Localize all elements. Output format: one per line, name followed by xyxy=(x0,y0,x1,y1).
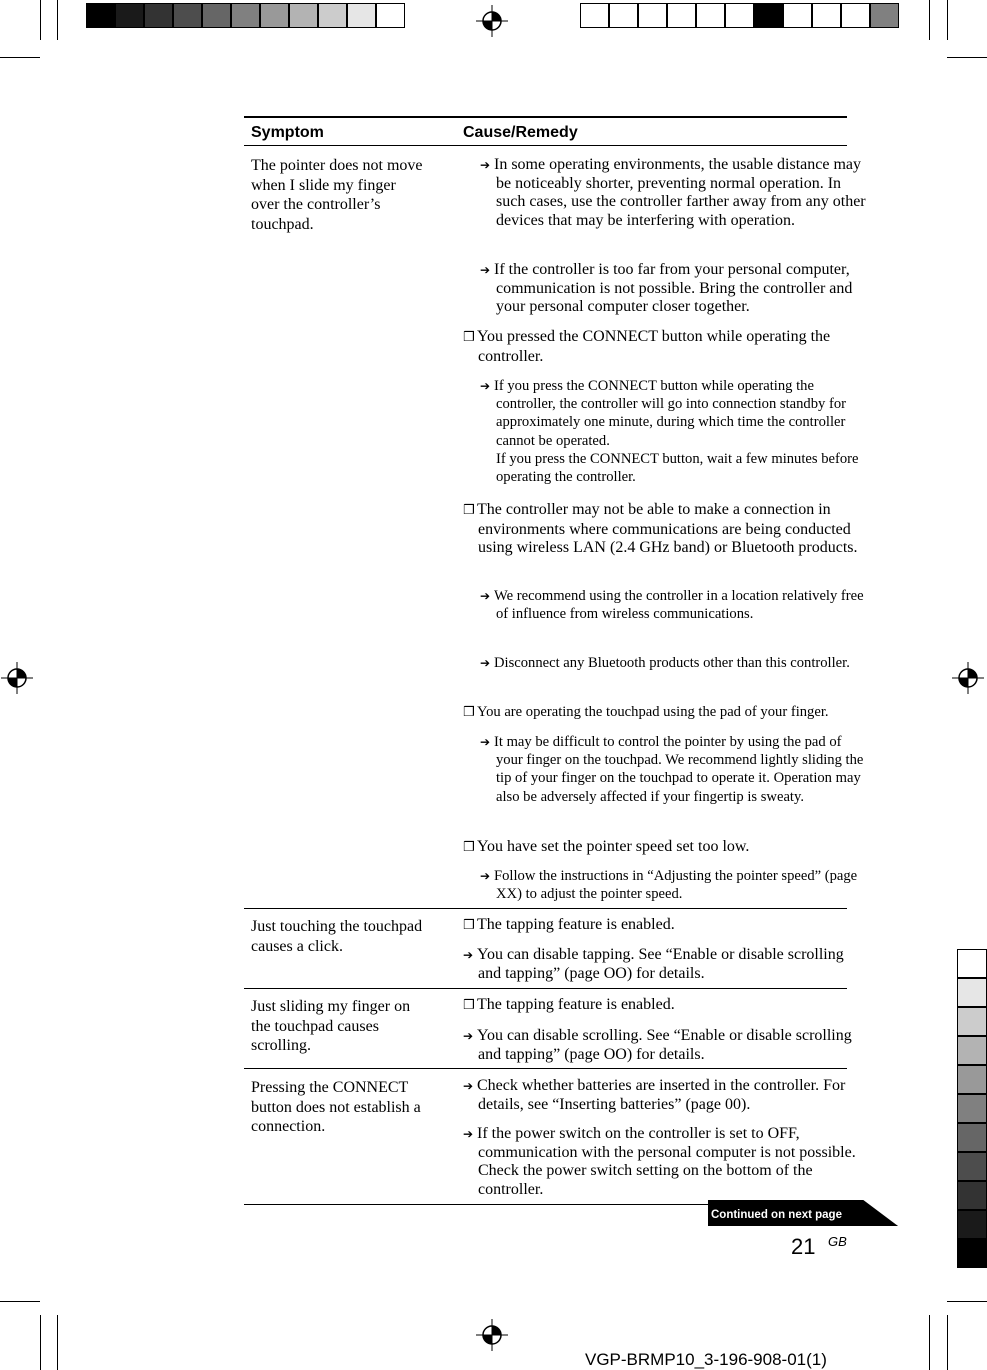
arrow-icon: ➔ xyxy=(480,656,491,670)
row2-symptom: Just touching the touchpad causes a click. xyxy=(251,918,423,955)
arrow-icon: ➔ xyxy=(480,869,491,883)
row1-remedy-1: ➔ In some operating environments, the usable distance may be noticeably shorter, preventing normal operation. In such cases, use the controller farther away from any other devices that may be interfering with operation. xyxy=(480,156,866,229)
color-swatch xyxy=(957,1036,987,1065)
symptom-column-header: Symptom xyxy=(251,124,324,141)
continued-label: Continued on next page xyxy=(711,1209,842,1221)
checkbox-icon: ❒ xyxy=(463,918,475,933)
color-swatch xyxy=(202,3,231,28)
row-rule-2 xyxy=(244,988,847,989)
cause-column-header: Cause/Remedy xyxy=(463,124,578,141)
color-swatch xyxy=(957,1123,987,1152)
document-id: VGP-BRMP10_3-196-908-01(1) xyxy=(585,1350,827,1369)
color-swatch xyxy=(638,3,667,28)
row3-symptom: Just sliding my finger on the touchpad causes scrolling. xyxy=(251,998,411,1054)
page-number: 21 xyxy=(791,1234,816,1259)
color-swatch xyxy=(957,1210,987,1239)
color-swatch xyxy=(957,1007,987,1036)
color-swatch xyxy=(609,3,638,28)
color-swatch xyxy=(173,3,202,28)
registration-target-top xyxy=(476,5,508,37)
color-swatch xyxy=(231,3,260,28)
row1-cause-4: ❒ You are operating the touchpad using the pad of your finger. xyxy=(463,703,868,722)
color-swatch xyxy=(289,3,318,28)
color-swatch xyxy=(957,1181,987,1210)
row-rule-1 xyxy=(244,908,847,909)
registration-target-right xyxy=(952,662,984,694)
color-swatch xyxy=(841,3,870,28)
row2-remedy-1: ➔ You can disable tapping. See “Enable or disable scrolling and tapping” (page OO) for details. xyxy=(463,946,844,982)
registration-target-left xyxy=(1,662,33,694)
color-swatch xyxy=(667,3,696,28)
arrow-icon: ➔ xyxy=(463,948,474,962)
row1-symptom: The pointer does not move when I slide my finger over the controller’s touchpad. xyxy=(251,157,423,233)
row1-remedy-3: ➔ If you press the CONNECT button while operating the controller, the controller will go into connection standby for approximately one minute, during which time the controller cannot be operated. If you press the CONNECT button, wait a few minutes before operating the controller. xyxy=(480,378,859,486)
color-swatch xyxy=(318,3,347,28)
row-rule-3 xyxy=(244,1068,847,1069)
row4-symptom: Pressing the CONNECT button does not establish a connection. xyxy=(251,1079,421,1135)
row1-remedy-4: ➔ We recommend using the controller in a location relatively free of influence from wireless communications. xyxy=(480,588,864,623)
arrow-icon: ➔ xyxy=(463,1029,474,1043)
arrow-icon: ➔ xyxy=(463,1079,474,1093)
color-swatch xyxy=(870,3,899,28)
color-swatch xyxy=(376,3,405,28)
color-swatch xyxy=(957,1094,987,1123)
checkbox-icon: ❒ xyxy=(463,330,475,345)
arrow-icon: ➔ xyxy=(480,735,491,749)
row2-cause-1: ❒ The tapping feature is enabled. xyxy=(463,916,868,936)
arrow-icon: ➔ xyxy=(463,1127,474,1141)
color-swatch xyxy=(580,3,609,28)
color-swatch xyxy=(783,3,812,28)
registration-target-bottom xyxy=(476,1319,508,1351)
row3-remedy-1: ➔ You can disable scrolling. See “Enable or disable scrolling and tapping” (page OO) for details. xyxy=(463,1027,852,1063)
color-swatch xyxy=(115,3,144,28)
arrow-icon: ➔ xyxy=(480,589,491,603)
arrow-icon: ➔ xyxy=(480,263,491,277)
header-rule xyxy=(244,145,847,146)
arrow-icon: ➔ xyxy=(480,158,491,172)
row1-cause-5: ❒ You have set the pointer speed set too low. xyxy=(463,838,868,858)
color-swatch xyxy=(696,3,725,28)
row3-cause-1: ❒ The tapping feature is enabled. xyxy=(463,996,868,1016)
table-top-rule xyxy=(244,116,847,118)
row1-remedy-5: ➔ Disconnect any Bluetooth products other than this controller. xyxy=(480,655,850,671)
checkbox-icon: ❒ xyxy=(463,503,475,518)
page-language: GB xyxy=(828,1234,847,1249)
color-swatch xyxy=(347,3,376,28)
row1-remedy-7: ➔ Follow the instructions in “Adjusting the pointer speed” (page XX) to adjust the pointer speed. xyxy=(480,868,858,903)
color-swatch xyxy=(725,3,754,28)
color-swatch xyxy=(86,3,115,28)
color-swatch xyxy=(957,978,987,1007)
color-swatch xyxy=(957,1152,987,1181)
color-swatch xyxy=(812,3,841,28)
row1-remedy-2: ➔ If the controller is too far from your personal computer, communication is not possible. Bring the controller and your personal computer closer together. xyxy=(480,261,853,315)
checkbox-icon: ❒ xyxy=(463,705,475,720)
checkbox-icon: ❒ xyxy=(463,998,475,1013)
row4-remedy-1: ➔ Check whether batteries are inserted in the controller. For details, see “Inserting batteries” (page 00). xyxy=(463,1077,846,1113)
row1-remedy-6: ➔ It may be difficult to control the pointer by using the pad of your finger on the touchpad. We recommend lightly sliding the tip of your finger on the touchpad to operate it. Operation may also be adversely affected if your fingertip is sweaty. xyxy=(480,734,864,805)
color-swatch xyxy=(144,3,173,28)
row4-remedy-2: ➔ If the power switch on the controller is set to OFF, communication with the personal computer is not possible. Check the power switch setting on the bottom of the controller. xyxy=(463,1125,856,1198)
color-swatch xyxy=(957,1239,987,1268)
color-swatch xyxy=(957,1065,987,1094)
color-swatch xyxy=(260,3,289,28)
arrow-icon: ➔ xyxy=(480,379,491,393)
row1-cause-2: ❒ You pressed the CONNECT button while operating the controller. xyxy=(463,328,831,365)
color-swatch xyxy=(754,3,783,28)
checkbox-icon: ❒ xyxy=(463,840,475,855)
color-swatch xyxy=(957,949,987,978)
row1-cause-3: ❒ The controller may not be able to make a connection in environments where communications are being conducted using wireless LAN (2.4 GHz band) or Bluetooth products. xyxy=(463,501,858,556)
